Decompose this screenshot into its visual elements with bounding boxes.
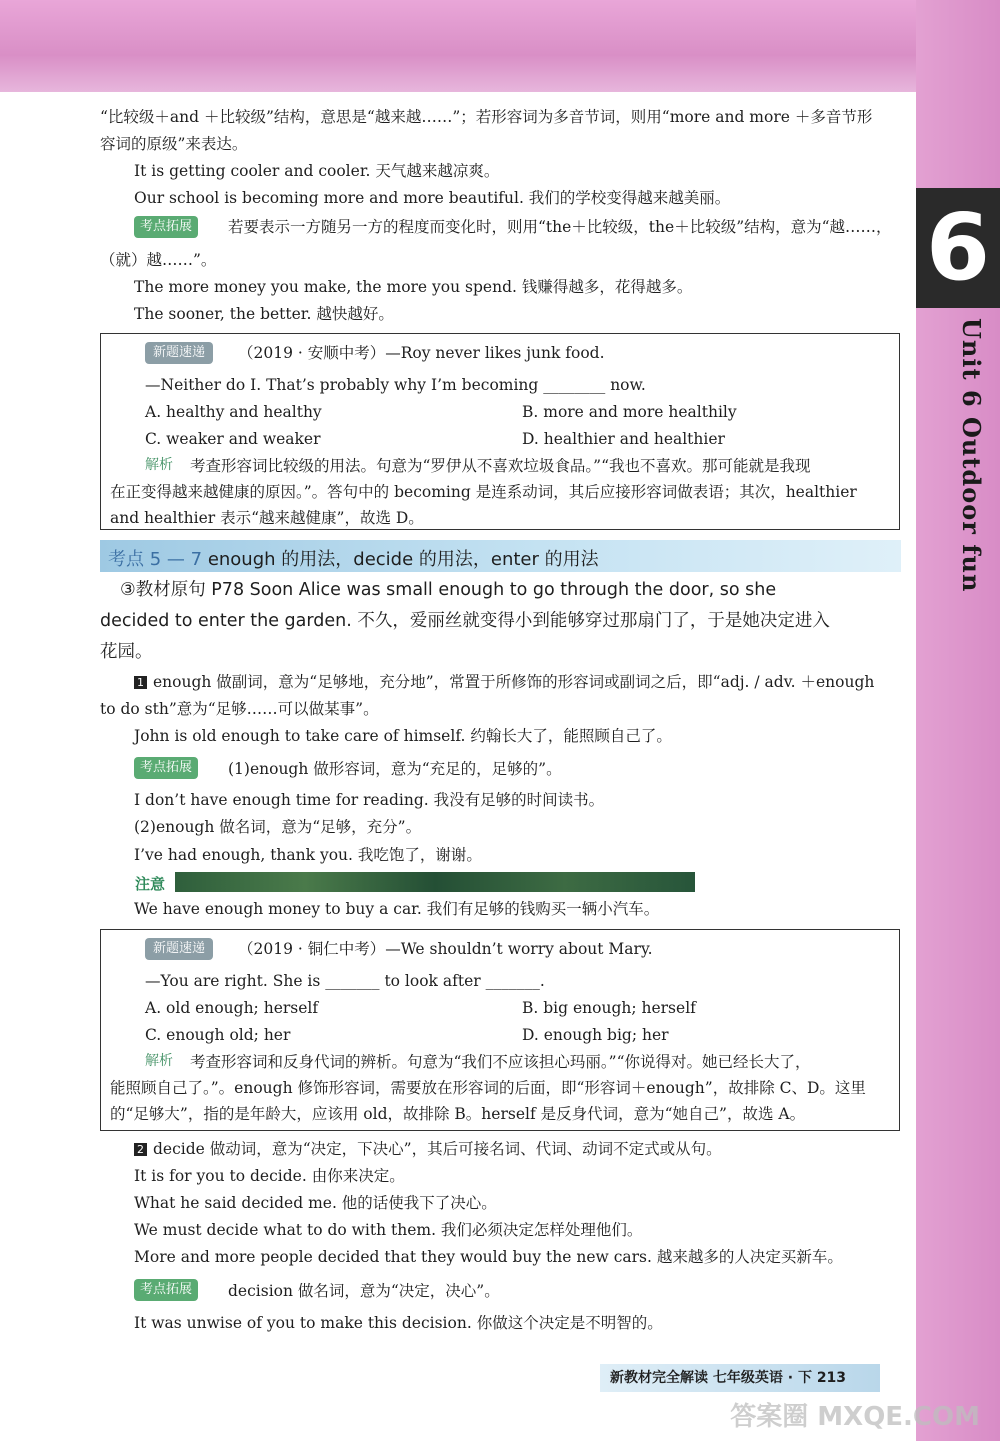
example-sentence: John is old enough to take care of himself. 约翰长大了，能照顾自己了。 [134, 727, 672, 745]
rule-text-line: 容词的原级”来表达。 [100, 135, 248, 153]
analysis-text: 的“足够大”，指的是年龄大，应该用 old，故排除 B。herself 是反身代词，意为“她自己”，故选 A。 [110, 1105, 806, 1123]
section-title: enough 的用法，decide 的用法，enter 的用法 [207, 549, 599, 570]
option-c: C. weaker and weaker [145, 430, 321, 448]
page-footer: 新教材完全解读 七年级英语 · 下 213 [600, 1364, 880, 1392]
obscured-note-text [175, 872, 695, 892]
example-sentence: The more money you make, the more you spend. 钱赚得越多，花得越多。 [134, 278, 693, 296]
point-bullet: 2 [134, 1143, 147, 1156]
new-question-badge: 新题速递 [145, 342, 213, 364]
example-sentence: More and more people decided that they would buy the new cars. 越来越多的人决定买新车。 [134, 1248, 843, 1266]
example-sentence: It is for you to decide. 由你来决定。 [134, 1167, 405, 1185]
analysis-label: 解析 [145, 1053, 173, 1069]
extension-badge: 考点拓展 [134, 1279, 198, 1301]
extension-text: decision 做名词，意为“决定，决心”。 [228, 1282, 500, 1300]
analysis-text: and healthier 表示“越来越健康”，故选 D。 [110, 509, 424, 527]
section-tag: 考点 5 — 7 [108, 549, 203, 570]
extension-text: (1)enough 做形容词，意为“充足的，足够的”。 [228, 760, 562, 778]
example-sentence: Our school is becoming more and more beautiful. 我们的学校变得越来越美丽。 [134, 189, 731, 207]
example-sentence: I’ve had enough, thank you. 我吃饱了，谢谢。 [134, 846, 482, 864]
decide-definition: 2 decide 做动词，意为“决定，下决心”，其后可接名词、代词、动词不定式或从句。 [134, 1140, 722, 1159]
option-d: D. healthier and healthier [522, 430, 725, 448]
option-a: A. healthy and healthy [145, 403, 322, 421]
rule-text-line: “比较级＋and ＋比较级”结构，意思是“越来越……”；若形容词为多音节词，则用“more and more ＋多音节形 [100, 108, 873, 126]
analysis-label: 解析 [145, 457, 173, 473]
extension-text: (2)enough 做名词，意为“足够，充分”。 [134, 818, 422, 836]
question-stem: （2019 · 铜仁中考）—We shouldn’t worry about Mary. [238, 940, 653, 958]
textbook-sentence: decided to enter the garden. 不久，爱丽丝就变得小到能够穿过那扇门了，于是她决定进入 [100, 611, 830, 631]
analysis-text: 能照顾自己了。”。enough 修饰形容词，需要放在形容词的后面，即“形容词＋enough”，故排除 C、D。这里 [110, 1079, 866, 1097]
example-sentence: We must decide what to do with them. 我们必须决定怎样处理他们。 [134, 1221, 643, 1239]
option-d: D. enough big; her [522, 1026, 669, 1044]
example-sentence: What he said decided me. 他的话使我下了决心。 [134, 1194, 497, 1212]
extension-text: 若要表示一方随另一方的程度而变化时，则用“the＋比较级，the＋比较级”结构，意为“越……， [228, 218, 892, 236]
textbook-sentence: 花园。 [100, 642, 153, 662]
question-line: —Neither do I. That’s probably why I’m becoming ________ now. [145, 376, 646, 394]
option-c: C. enough old; her [145, 1026, 291, 1044]
note-label: 注意 [135, 875, 166, 893]
example-sentence: It is getting cooler and cooler. 天气越来越凉爽。 [134, 162, 500, 180]
option-b: B. big enough; herself [522, 999, 696, 1017]
example-sentence: I don’t have enough time for reading. 我没有足够的时间读书。 [134, 791, 605, 809]
unit-title-vertical: Unit 6 Outdoor fun [957, 318, 986, 593]
analysis-text: 考查形容词和反身代词的辨析。句意为“我们不应该担心玛丽。”“你说得对。她已经长大了， [190, 1053, 811, 1071]
question-line: —You are right. She is _______ to look after _______. [145, 972, 545, 990]
textbook-sentence: ③教材原句 P78 Soon Alice was small enough to go through the door, so she [120, 580, 777, 600]
example-sentence: The sooner, the better. 越快越好。 [134, 305, 394, 323]
example-sentence: It was unwise of you to make this decision. 你做这个决定是不明智的。 [134, 1314, 663, 1332]
example-sentence: We have enough money to buy a car. 我们有足够的钱购买一辆小汽车。 [134, 900, 660, 918]
extension-badge: 考点拓展 [134, 757, 198, 779]
watermark: 答案圈 MXQE.COM [730, 1402, 980, 1432]
extension-badge: 考点拓展 [134, 216, 198, 238]
new-question-badge: 新题速递 [145, 938, 213, 960]
enough-definition: to do sth”意为“足够……可以做某事”。 [100, 700, 379, 718]
option-a: A. old enough; herself [145, 999, 319, 1017]
point-bullet: 1 [134, 676, 147, 689]
extension-text: （就）越……”。 [100, 251, 217, 269]
top-decorative-band [0, 0, 1000, 92]
option-b: B. more and more healthily [522, 403, 737, 421]
enough-definition: 1 enough 做副词，意为“足够地，充分地”，常置于所修饰的形容词或副词之后，即“adj. / adv. ＋enough [134, 673, 874, 692]
section-heading [108, 545, 599, 571]
question-stem: （2019 · 安顺中考）—Roy never likes junk food. [238, 344, 605, 362]
analysis-text: 在正变得越来越健康的原因。”。答句中的 becoming 是连系动词，其后应接形容词做表语；其次，healthier [110, 483, 857, 501]
unit-number-tab: 6 [916, 188, 1000, 308]
analysis-text: 考查形容词比较级的用法。句意为“罗伊从不喜欢垃圾食品。”“我也不喜欢。那可能就是我现 [190, 457, 811, 475]
